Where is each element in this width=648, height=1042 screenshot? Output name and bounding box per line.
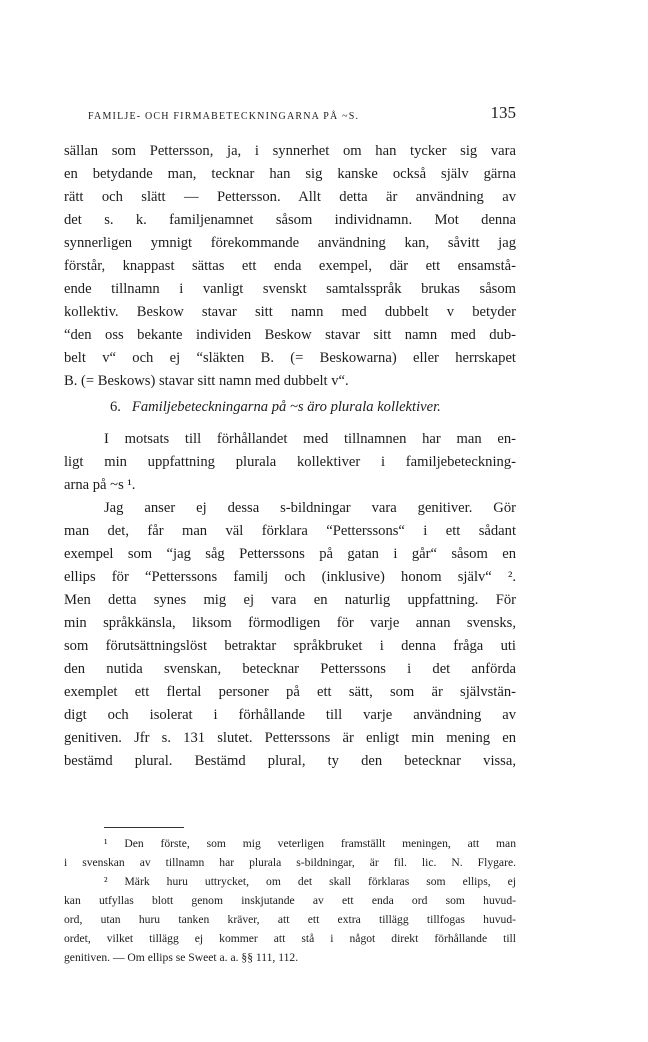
text-line: rätt och slätt — Pettersson. Allt detta är användning av <box>64 189 516 205</box>
text-line: den nutida svenskan, betecknar Petterssons i det anförda <box>64 661 516 677</box>
section-title: Familjebeteckningarna på ~s äro plurala kollektiver. <box>131 399 441 415</box>
running-title: FAMILJE- OCH FIRMABETECKNINGARNA PÅ ~S. <box>88 111 360 122</box>
page-header <box>64 103 516 129</box>
footnote-line: kan utfyllas blott genom inskjutande av ett enda ord som huvud- <box>64 894 516 907</box>
text-line: min språkkänsla, liksom förmodligen för varje annan svensks, <box>64 615 516 631</box>
footnote-line: ² Märk huru uttrycket, om det skall förklaras som ellips, ej <box>104 875 516 888</box>
text-line: Jag anser ej dessa s-bildningar vara genitiver. Gör <box>104 500 516 516</box>
text-line: digt och isolerat i förhållande till varje användning av <box>64 707 516 723</box>
text-line: genitiven. Jfr s. 131 slutet. Petterssons är enligt min mening en <box>64 730 516 746</box>
text-line: det s. k. familjenamnet såsom individnamn. Mot denna <box>64 212 516 228</box>
text-line: bestämd plural. Bestämd plural, ty den betecknar vissa, <box>64 753 516 769</box>
text-line: ligt min uppfattning plurala kollektiver i familjebeteckning- <box>64 454 516 470</box>
footnote-divider <box>104 827 184 828</box>
footnote-line: genitiven. — Om ellips se Sweet a. a. §§ 111, 112. <box>64 951 299 964</box>
text-line: synnerligen ymnigt förekommande användning kan, såvitt jag <box>64 235 516 251</box>
text-line: arna på ~s ¹. <box>64 477 136 493</box>
text-line: ende tillnamn i vanligt svenskt samtalsspråk brukas såsom <box>64 281 516 297</box>
text-line: belt v“ och ej “släkten B. (= Beskowarna) eller herrskapet <box>64 350 516 366</box>
page-number: 135 <box>490 103 516 122</box>
text-line: sällan som Pettersson, ja, i synnerhet om han tycker sig vara <box>64 143 516 159</box>
section-heading <box>110 396 441 418</box>
text-line: förstår, knappast sättas ett enda exempel, där ett ensamstå- <box>64 258 516 274</box>
text-line: man det, får man väl förklara “Petterssons“ i ett sådant <box>64 523 516 539</box>
section-number: 6. <box>110 399 121 415</box>
footnote-line: i svenskan av tillnamn har plurala s-bildningar, är fil. lic. N. Flygare. <box>64 856 516 869</box>
text-line: kollektiv. Beskow stavar sitt namn med dubbelt v betyder <box>64 304 516 320</box>
text-line: ellips för “Petterssons familj och (inklusive) honom själv“ ². <box>64 569 516 585</box>
text-line: Men detta synes mig ej vara en naturlig uppfattning. För <box>64 592 516 608</box>
text-line: exempel som “jag såg Petterssons på gatan i går“ såsom en <box>64 546 516 562</box>
footnote-line: ordet, vilket tillägg ej kommer att stå i något direkt förhållande till <box>64 932 516 945</box>
text-line: “den oss bekante individen Beskow stavar sitt namn med dub- <box>64 327 516 343</box>
footnote-line: ord, utan huru tanken kräver, att ett extra tillägg tillfogas huvud- <box>64 913 516 926</box>
footnote-line: ¹ Den förste, som mig veterligen framställt meningen, att man <box>104 837 516 850</box>
text-line: I motsats till förhållandet med tillnamnen har man en- <box>104 431 516 447</box>
text-line: en betydande man, tecknar han sig kanske också själv gärna <box>64 166 516 182</box>
text-line: som förutsättningslöst betraktar språkbruket i denna fråga uti <box>64 638 516 654</box>
text-line: exemplet ett flertal personer på ett sätt, som är självstän- <box>64 684 516 700</box>
text-line: B. (= Beskows) stavar sitt namn med dubbelt v“. <box>64 373 349 389</box>
